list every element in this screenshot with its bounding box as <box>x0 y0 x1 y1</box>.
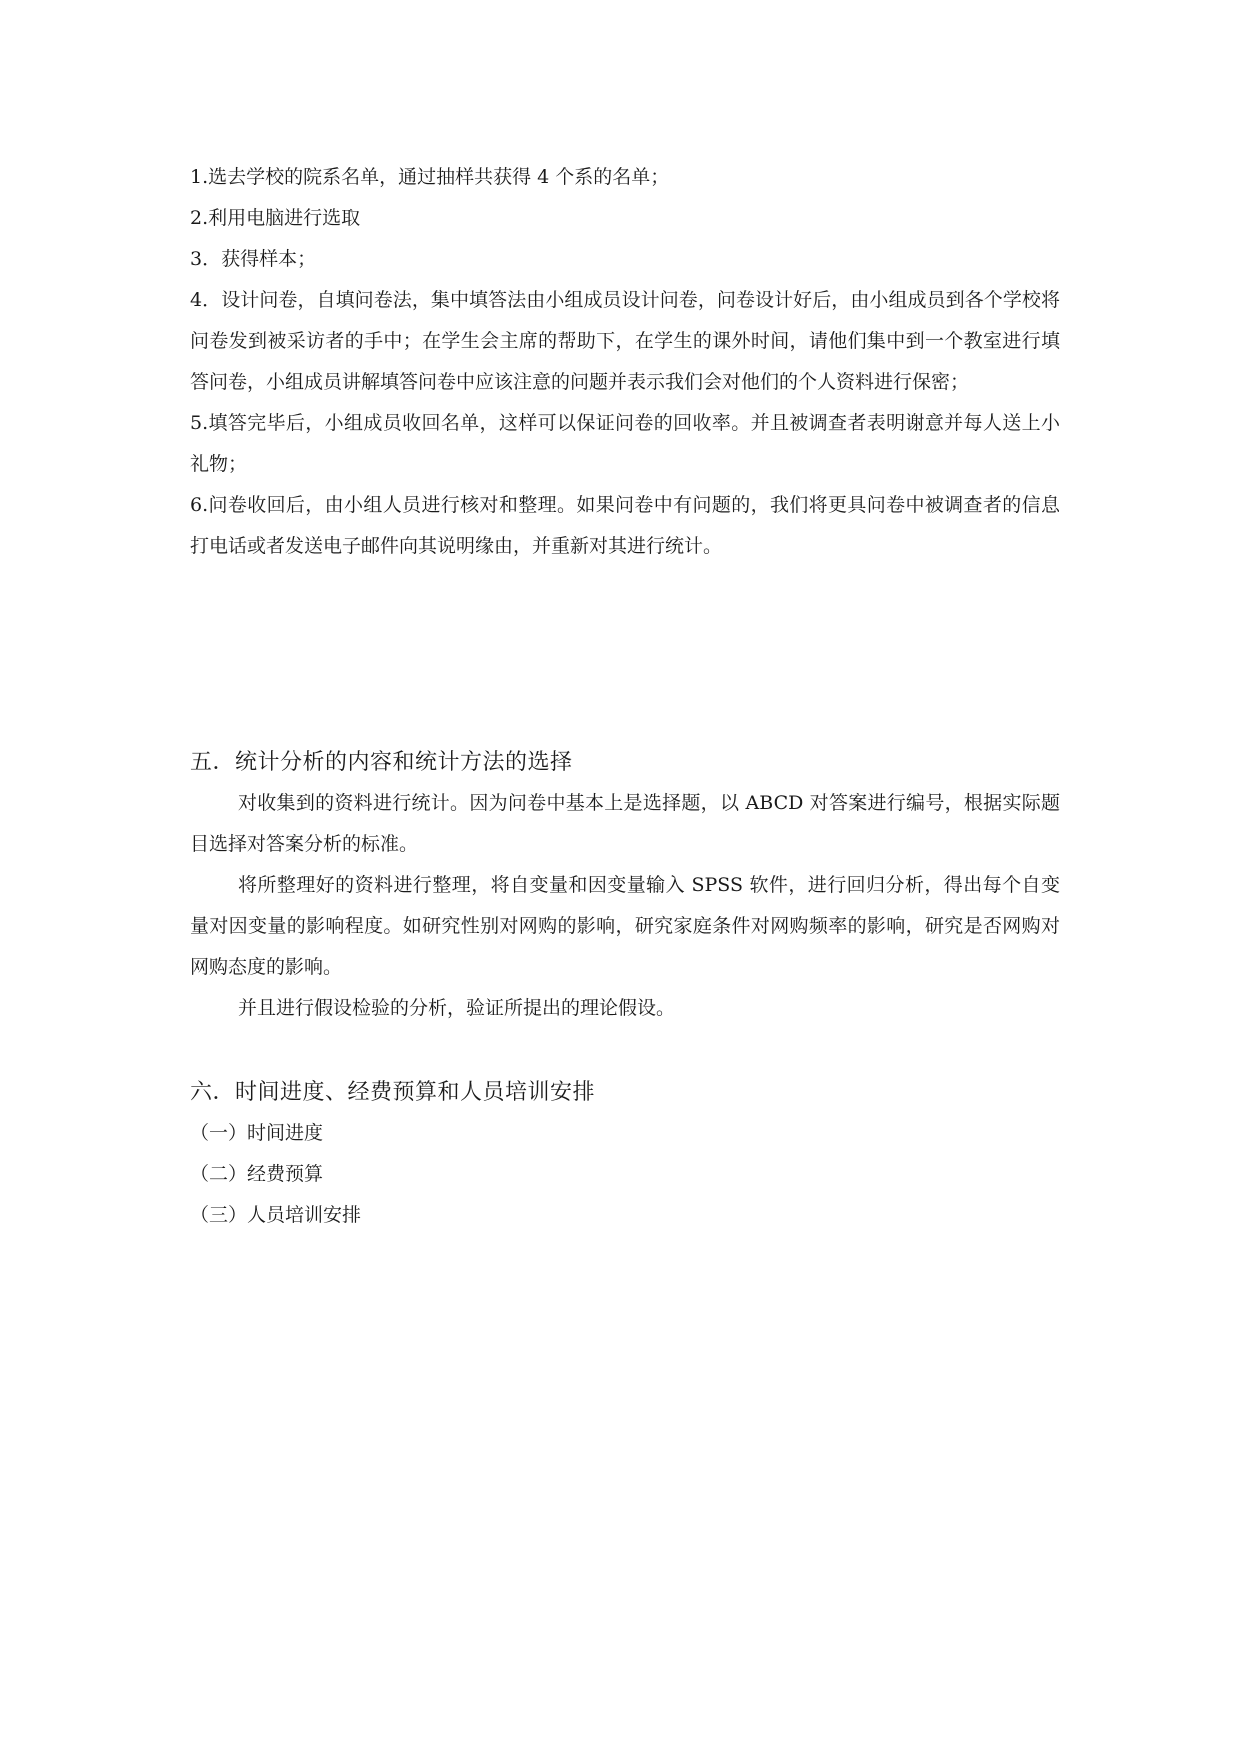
step-3: 3．获得样本； <box>190 248 317 270</box>
section-5-heading: 五．统计分析的内容和统计方法的选择 <box>190 750 573 775</box>
section-6-heading: 六．时间进度、经费预算和人员培训安排 <box>190 1080 596 1105</box>
procedure-steps <box>190 157 1060 567</box>
section-5-paragraph-3: 并且进行假设检验的分析，验证所提出的理论假设。 <box>238 997 676 1019</box>
step-6: 6.问卷收回后，由小组人员进行核对和整理。如果问卷中有问题的，我们将更具问卷中被调查者的信息打电话或者发送电子邮件向其说明缘由，并重新对其进行统计。 <box>190 494 1060 557</box>
section-6-item-2: （二）经费预算 <box>190 1163 324 1185</box>
step-1: 1.选去学校的院系名单，通过抽样共获得 4 个系的名单； <box>190 166 670 188</box>
step-2: 2.利用电脑进行选取 <box>190 207 361 229</box>
step-5: 5.填答完毕后，小组成员收回名单，这样可以保证问卷的回收率。并且被调查者表明谢意并每人送上小礼物； <box>190 412 1060 475</box>
step-4: 4．设计问卷，自填问卷法，集中填答法由小组成员设计问卷，问卷设计好后，由小组成员到各个学校将问卷发到被采访者的手中；在学生会主席的帮助下，在学生的课外时间，请他们集中到一个教室进行填答问卷，小组成员讲解填答问卷中应该注意的问题并表示我们会对他们的个人资料进行保密； <box>190 289 1060 393</box>
section-5-paragraph-2: 将所整理好的资料进行整理，将自变量和因变量输入 SPSS 软件，进行回归分析，得出每个自变量对因变量的影响程度。如研究性别对网购的影响，研究家庭条件对网购频率的影响，研究是否网购对网购态度的影响。 <box>190 874 1060 978</box>
section-6-item-3: （三）人员培训安排 <box>190 1204 362 1226</box>
section-5 <box>190 743 1060 1029</box>
section-6-item-1: （一）时间进度 <box>190 1122 324 1144</box>
section-5-paragraph-1: 对收集到的资料进行统计。因为问卷中基本上是选择题，以 ABCD 对答案进行编号，根据实际题目选择对答案分析的标准。 <box>190 792 1060 855</box>
section-6 <box>190 1073 1060 1236</box>
